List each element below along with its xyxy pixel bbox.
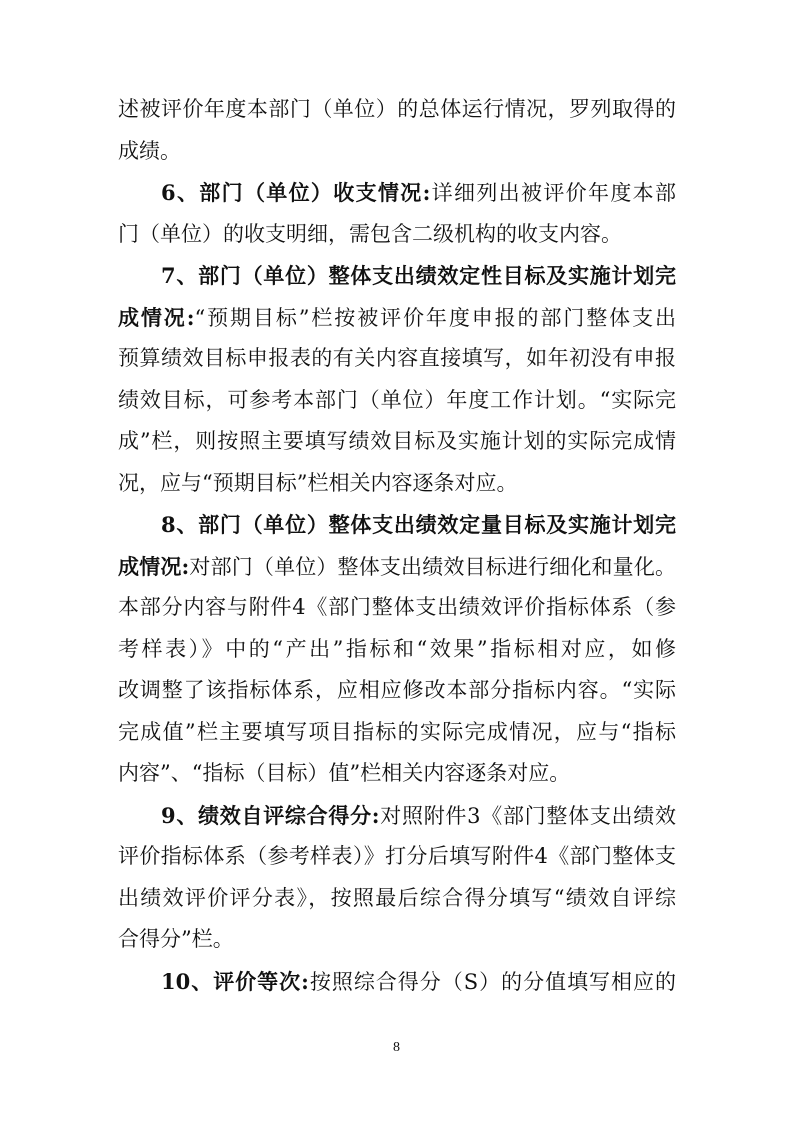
text-line [118, 421, 676, 463]
page-number: 8 [393, 1040, 400, 1055]
line-text: 评价指标体系（参考样表）》打分后填写附件4《部门整体支 [118, 844, 676, 868]
section-8-heading-line [118, 504, 676, 546]
line-text: 改调整了该指标体系，应相应修改本部分指标内容。“实际 [118, 678, 676, 702]
line-text: 绩效目标，可参考本部门（单位）年度工作计划。“实际完 [118, 387, 676, 412]
text-line [118, 670, 676, 712]
line-text: 合得分”栏。 [118, 927, 234, 951]
line-text: 完成值”栏主要填写项目指标的实际完成情况，应与“指标 [118, 719, 676, 744]
text-line [118, 463, 676, 505]
text-line [118, 712, 676, 754]
line-text: 况，应与“预期目标”栏相关内容逐条对应。 [118, 470, 518, 495]
text-line [118, 753, 676, 795]
line-text: 述被评价年度本部门（单位）的总体运行情况，罗列取得的 [118, 97, 676, 121]
section-heading: 9、绩效自评综合得分: [161, 802, 380, 828]
line-text: “预期目标”栏按被评价年度申报的部门整体支出 [194, 305, 676, 330]
section-heading: 6、部门（单位）收支情况: [161, 180, 431, 205]
text-line [118, 89, 676, 131]
text-line [118, 214, 676, 256]
section-6-heading-line [118, 172, 676, 214]
line-text: 详细列出被评价年度本部 [430, 181, 676, 205]
section-heading: 7、部门（单位）整体支出绩效定性目标及实施计划完 [161, 263, 676, 288]
text-line [118, 919, 676, 961]
section-heading: 8、部门（单位）整体支出绩效定量目标及实施计划完 [161, 512, 676, 537]
section-heading: 成情况: [118, 553, 190, 579]
line-text: 本部分内容与附件4《部门整体支出绩效评价指标体系（参 [118, 595, 676, 619]
document-body [118, 89, 676, 1002]
line-text: 对照附件3《部门整体支出绩效 [379, 803, 676, 828]
text-line [118, 836, 676, 878]
line-text: 按照综合得分（S）的分值填写相应的 [308, 969, 676, 994]
text-line [118, 380, 676, 422]
line-text: 对部门（单位）整体支出绩效目标进行细化和量化。 [189, 554, 676, 579]
text-line [118, 878, 676, 920]
line-text: 成”栏，则按照主要填写绩效目标及实施计划的实际完成情 [118, 429, 676, 453]
text-line [118, 629, 676, 671]
section-7-heading-line [118, 255, 676, 297]
text-line [118, 131, 676, 173]
line-text: 预算绩效目标申报表的有关内容直接填写，如年初没有申报 [118, 346, 676, 370]
text-line [118, 587, 676, 629]
line-text: 出绩效评价评分表》，按照最后综合得分填写“绩效自评综 [118, 885, 676, 910]
line-text: 门（单位）的收支明细，需包含二级机构的收支内容。 [118, 221, 622, 246]
section-10-heading-line [118, 961, 676, 1003]
text-line [118, 297, 676, 339]
section-9-heading-line [118, 795, 676, 837]
section-heading: 成情况: [118, 304, 195, 330]
line-text: 成绩。 [118, 138, 181, 163]
line-text: 考样表）》中的“产出”指标和“效果”指标相对应，如修 [118, 636, 676, 661]
text-line [118, 546, 676, 588]
text-line [118, 338, 676, 380]
line-text: 内容”、“指标（目标）值”栏相关内容逐条对应。 [118, 761, 571, 785]
section-heading: 10、评价等次: [161, 968, 309, 994]
